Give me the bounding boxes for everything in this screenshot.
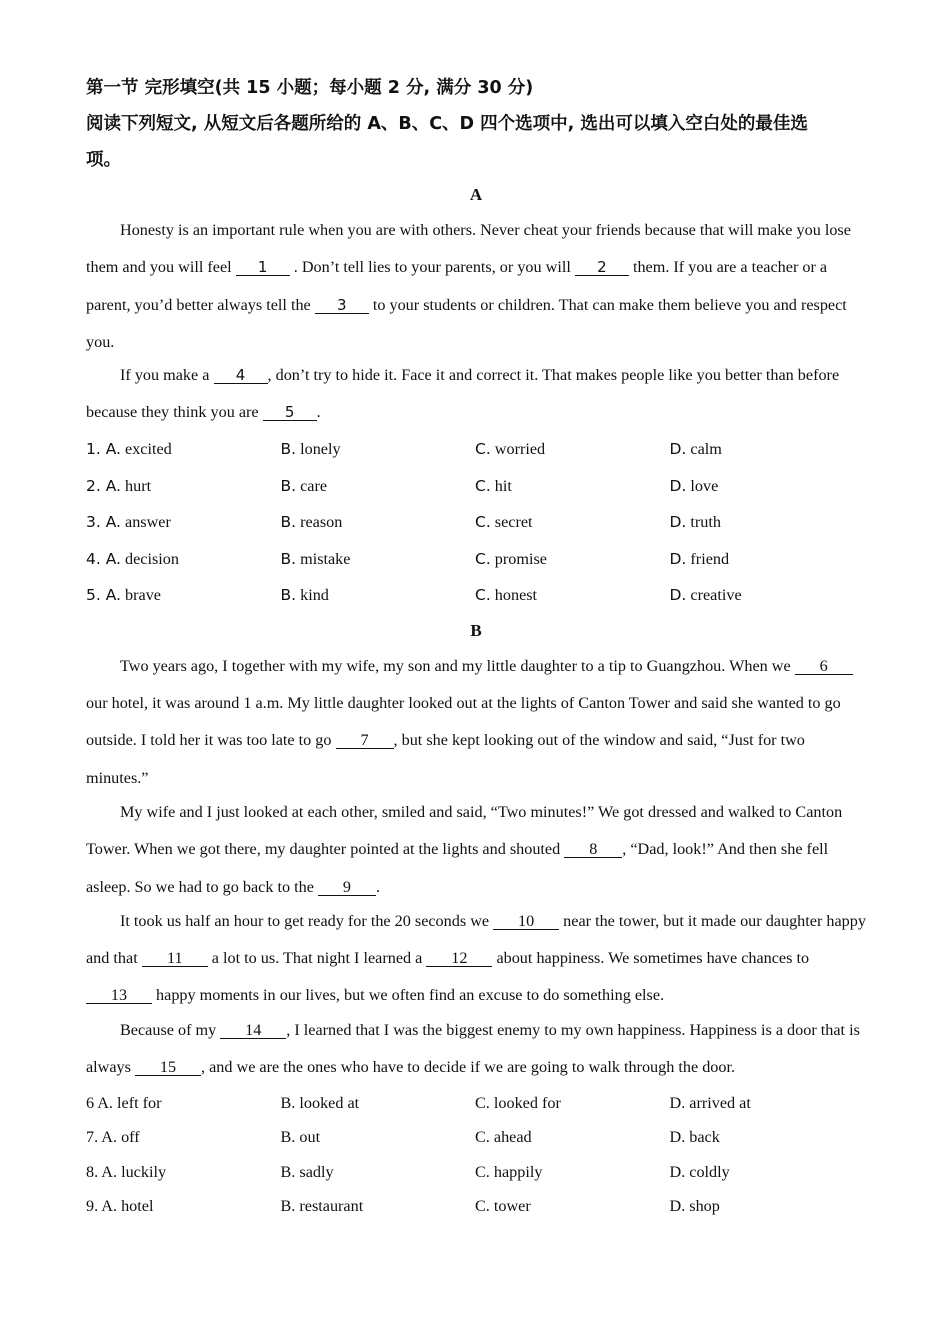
option-b[interactable]: B. sadly: [280, 1162, 334, 1181]
blank-11[interactable]: 11: [142, 950, 208, 967]
option-c[interactable]: C. worried: [475, 440, 546, 459]
passage-a-paragraph-2: If you make a 4 , don’t try to hide it. Face it and correct it. That makes people like you better than before because they think you are 5 .: [86, 366, 840, 422]
blank-12[interactable]: 12: [426, 950, 492, 967]
question-row: [86, 505, 866, 541]
question-row: [86, 468, 866, 504]
blank-13[interactable]: 13: [86, 987, 152, 1004]
option-c[interactable]: C. honest: [475, 586, 538, 605]
blank-8[interactable]: 8: [564, 841, 622, 858]
option-c[interactable]: C. looked for: [475, 1093, 561, 1112]
question-row: [86, 577, 866, 613]
option-d[interactable]: D. calm: [669, 440, 722, 459]
passage-b-paragraph-4: Because of my 14 , I learned that I was the biggest enemy to my own happiness. Happiness is a door that is always 15 , and we are the ones who have to decide if we are going to walk through the door.: [86, 1020, 860, 1076]
option-d[interactable]: D. friend: [669, 549, 730, 568]
option-b[interactable]: B. reason: [280, 513, 343, 532]
option-c[interactable]: C. hit: [475, 476, 512, 495]
passage-b-paragraph-2: My wife and I just looked at each other, smiled and said, “Two minutes!” We got dressed and walked to Canton Tower. When we got there, my daughter pointed at the lights and shouted 8 , “Dad, look!” And then she fell asleep. So we had to go back to the 9 .: [86, 802, 843, 896]
option-d[interactable]: D. arrived at: [669, 1093, 751, 1112]
option-a[interactable]: 8. A. luckily: [86, 1162, 167, 1181]
question-row: [86, 432, 866, 468]
section-heading: 第一节 完形填空(共 15 小题；每小题 2 分, 满分 30 分): [86, 78, 534, 98]
passage-b-paragraph-1: Two years ago, I together with my wife, my son and my little daughter to a tip to Guangzhou. When we 6 our hotel, it was around 1 a.m. My little daughter looked out at the lights of Canton Tower and said she wanted to go outside. I told her it was too late to go 7 , but she kept looking out of the window and said, “Just for two minutes.”: [86, 648, 866, 797]
blank-5[interactable]: 5: [263, 404, 317, 421]
question-row: [86, 1155, 866, 1189]
option-b[interactable]: B. mistake: [280, 549, 351, 568]
blank-9[interactable]: 9: [318, 879, 376, 896]
option-b[interactable]: B. restaurant: [280, 1197, 364, 1216]
option-d[interactable]: D. back: [669, 1128, 720, 1147]
blank-3[interactable]: 3: [315, 297, 369, 314]
option-a[interactable]: 4. A. decision: [86, 549, 179, 568]
option-a[interactable]: 2. A. hurt: [86, 476, 152, 495]
option-d[interactable]: D. shop: [669, 1197, 720, 1216]
option-a[interactable]: 7. A. off: [86, 1128, 140, 1147]
passage-b-options: [86, 1086, 866, 1224]
option-c[interactable]: C. tower: [475, 1197, 531, 1216]
option-b[interactable]: B. lonely: [280, 440, 341, 459]
option-a[interactable]: 5. A. brave: [86, 586, 161, 605]
blank-1[interactable]: 1: [236, 259, 290, 276]
option-b[interactable]: B. looked at: [280, 1093, 360, 1112]
option-c[interactable]: C. happily: [475, 1162, 543, 1181]
blank-7[interactable]: 7: [336, 732, 394, 749]
instructions: [86, 106, 866, 178]
option-d[interactable]: D. coldly: [669, 1162, 730, 1181]
instructions-line2: 项。: [86, 150, 121, 170]
option-b[interactable]: B. care: [280, 476, 328, 495]
option-d[interactable]: D. truth: [669, 513, 721, 532]
blank-6[interactable]: 6: [795, 658, 853, 675]
passage-b-title: B: [470, 620, 482, 640]
blank-14[interactable]: 14: [220, 1022, 286, 1039]
document-page: [86, 70, 866, 1224]
option-d[interactable]: D. love: [669, 476, 719, 495]
option-d[interactable]: D. creative: [669, 586, 742, 605]
passage-a-title: A: [469, 185, 483, 204]
option-b[interactable]: B. kind: [280, 586, 329, 605]
passage-a-paragraph-1: Honesty is an important rule when you are with others. Never cheat your friends because that will make you lose them and you will feel 1 . Don’t tell lies to your parents, or you will 2 them. If you are a teacher or a parent, you’d better always tell the 3 to your students or children. That can make them believe you and respect you.: [86, 221, 851, 351]
blank-2[interactable]: 2: [575, 259, 629, 276]
passage-a-options: [86, 432, 866, 614]
option-a[interactable]: 1. A. excited: [86, 440, 172, 459]
option-a[interactable]: 9. A. hotel: [86, 1197, 154, 1216]
question-row: [86, 541, 866, 577]
option-b[interactable]: B. out: [280, 1128, 321, 1147]
question-row: [86, 1121, 866, 1155]
blank-4[interactable]: 4: [214, 367, 268, 384]
blank-10[interactable]: 10: [493, 913, 559, 930]
option-c[interactable]: C. promise: [475, 549, 547, 568]
option-c[interactable]: C. secret: [475, 513, 533, 532]
passage-b-paragraph-3: It took us half an hour to get ready for the 20 seconds we 10 near the tower, but it made our daughter happy and that 11 a lot to us. That night I learned a 12 about happiness. We sometimes have chances to 13 happy moments in our lives, but we often find an excuse to do something else.: [86, 911, 866, 1005]
option-a[interactable]: 3. A. answer: [86, 513, 171, 532]
question-row: [86, 1086, 866, 1120]
question-row: [86, 1189, 866, 1223]
option-a[interactable]: 6 A. left for: [86, 1093, 162, 1112]
option-c[interactable]: C. ahead: [475, 1128, 532, 1147]
instructions-line1: 阅读下列短文, 从短文后各题所给的 A、B、C、D 四个选项中, 选出可以填入空白处的最佳选: [86, 114, 808, 134]
blank-15[interactable]: 15: [135, 1059, 201, 1076]
